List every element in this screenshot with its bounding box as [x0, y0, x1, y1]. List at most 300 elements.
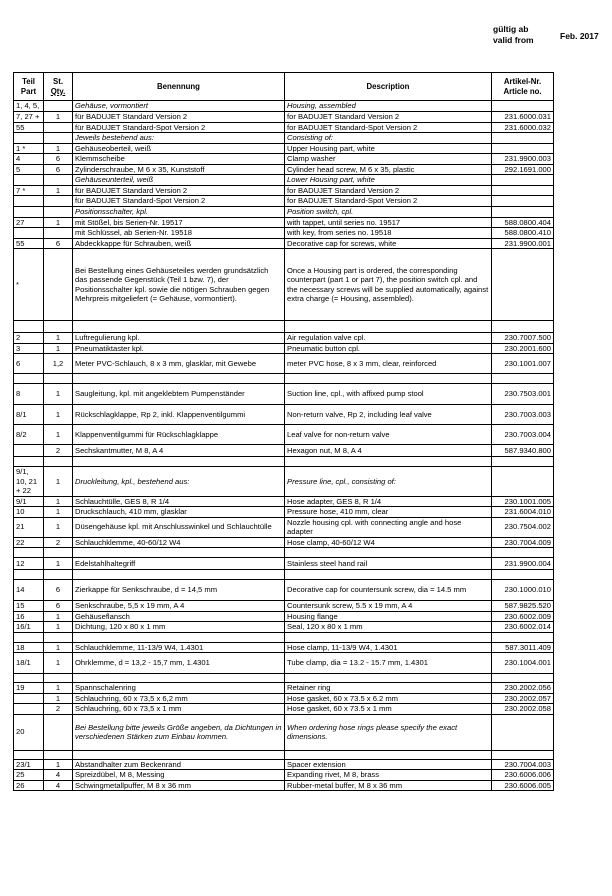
cell-qty: 1 — [44, 683, 73, 694]
cell-description: Decorative cap for screws, white — [285, 238, 492, 249]
cell-qty: 1 — [44, 759, 73, 770]
table-row — [14, 196, 554, 207]
cell-benennung: für BADUJET Standard Version 2 — [73, 185, 285, 196]
cell-article: 230.2001.600 — [492, 343, 554, 354]
cell-qty — [44, 207, 73, 218]
cell-description: Position switch, cpl. — [285, 207, 492, 218]
cell-part: 16 — [14, 611, 44, 622]
cell-part: 9/1, 10, 21 + 22 — [14, 467, 44, 497]
table-row — [14, 570, 554, 580]
cell-part — [14, 374, 44, 384]
cell-qty: 1 — [44, 496, 73, 507]
parts-table-wrapper — [13, 72, 553, 791]
cell-description: Nozzle housing cpl. with connecting angle and hose adapter — [285, 517, 492, 537]
cell-article: 230.7007.500 — [492, 333, 554, 344]
cell-article: 230.6006.005 — [492, 780, 554, 791]
cell-benennung: Klappenventilgummi für Rückschlagklappe — [73, 425, 285, 445]
cell-description: Non-return valve, Rp 2, including leaf valve — [285, 405, 492, 425]
cell-part: 25 — [14, 770, 44, 781]
cell-description — [285, 374, 492, 384]
cell-benennung: Bei Bestellung bitte jeweils Größe angeben, da Dichtungen in verschiedenen Stärken zum Einbau kommen. — [73, 714, 285, 750]
cell-description: Once a Housing part is ordered, the corresponding counterpart (part 1 or part 7), the position switch cpl. and the necessary screws will be supplied automatically, against extra charge (= Housing, assembled). — [285, 249, 492, 321]
cell-qty: 6 — [44, 238, 73, 249]
cell-benennung: Schwingmetallpuffer, M 8 x 36 mm — [73, 780, 285, 791]
table-row — [14, 750, 554, 759]
cell-part: 15 — [14, 601, 44, 612]
table-row — [14, 445, 554, 457]
cell-benennung — [73, 321, 285, 333]
header-part: Teil Part — [14, 73, 44, 101]
cell-article: 231.6004.010 — [492, 507, 554, 518]
cell-qty: 2 — [44, 704, 73, 715]
cell-article — [492, 196, 554, 207]
cell-article — [492, 207, 554, 218]
table-row — [14, 693, 554, 704]
cell-description — [285, 457, 492, 467]
cell-description: Consisting of: — [285, 133, 492, 144]
table-row — [14, 517, 554, 537]
cell-benennung: Edelstahlhaltegriff — [73, 558, 285, 570]
table-body — [14, 101, 554, 791]
cell-article: 588.0800.410 — [492, 228, 554, 239]
cell-qty — [44, 175, 73, 186]
cell-article — [492, 175, 554, 186]
cell-qty: 1 — [44, 517, 73, 537]
cell-benennung: Pneumatiktaster kpl. — [73, 343, 285, 354]
cell-description: Hose gasket, 60 x 73.5 x 6.2 mm — [285, 693, 492, 704]
cell-part: 2 — [14, 333, 44, 344]
cell-benennung — [73, 374, 285, 384]
cell-benennung: mit Schlüssel, ab Serien-Nr. 19518 — [73, 228, 285, 239]
cell-part — [14, 674, 44, 683]
cell-part — [14, 548, 44, 558]
table-row — [14, 759, 554, 770]
cell-part: 3 — [14, 343, 44, 354]
cell-benennung: Schlauchring, 60 x 73,5 x 6,2 mm — [73, 693, 285, 704]
cell-qty — [44, 249, 73, 321]
cell-article — [492, 714, 554, 750]
cell-description: Hose adapter, GES 8, R 1/4 — [285, 496, 492, 507]
table-row — [14, 217, 554, 228]
cell-article: 587.3011.409 — [492, 642, 554, 653]
cell-article: 292.1691.000 — [492, 164, 554, 175]
cell-description: with tappet, until series no. 19517 — [285, 217, 492, 228]
header-description: Description — [285, 73, 492, 101]
cell-article — [492, 750, 554, 759]
cell-part: 55 — [14, 238, 44, 249]
cell-description: Hose gasket, 60 x 73.5 x 1 mm — [285, 704, 492, 715]
cell-qty: 1 — [44, 653, 73, 674]
cell-benennung: für BADUJET Standard Version 2 — [73, 112, 285, 123]
cell-qty: 1 — [44, 143, 73, 154]
table-row — [14, 674, 554, 683]
cell-article — [492, 133, 554, 144]
cell-description — [285, 750, 492, 759]
cell-benennung: Druckleitung, kpl., bestehend aus: — [73, 467, 285, 497]
table-row — [14, 770, 554, 781]
cell-qty: 1 — [44, 642, 73, 653]
table-row — [14, 384, 554, 405]
cell-part — [14, 750, 44, 759]
cell-article: 230.7004.009 — [492, 537, 554, 548]
table-row — [14, 580, 554, 601]
table-row — [14, 333, 554, 344]
cell-qty: 6 — [44, 154, 73, 165]
cell-benennung: Düsengehäuse kpl. mit Anschlusswinkel und Schlauchtülle — [73, 517, 285, 537]
cell-article: 230.1001.007 — [492, 354, 554, 374]
table-row — [14, 249, 554, 321]
header-article: Artikel-Nr. Article no. — [492, 73, 554, 101]
cell-benennung: Gehäuse, vormontiert — [73, 101, 285, 112]
validity-label — [493, 24, 534, 46]
cell-article: 230.1001.005 — [492, 496, 554, 507]
table-row — [14, 354, 554, 374]
cell-benennung: Senkschraube, 5,5 x 19 mm, A 4 — [73, 601, 285, 612]
cell-article: 230.1004.001 — [492, 653, 554, 674]
table-row — [14, 122, 554, 133]
cell-part: * — [14, 249, 44, 321]
table-row — [14, 185, 554, 196]
cell-part: 8 — [14, 384, 44, 405]
table-row — [14, 537, 554, 548]
cell-benennung: Gehäuseunterteil, weiß — [73, 175, 285, 186]
table-row — [14, 622, 554, 633]
table-row — [14, 507, 554, 518]
cell-part: 4 — [14, 154, 44, 165]
table-row — [14, 548, 554, 558]
cell-description — [285, 548, 492, 558]
cell-part: 12 — [14, 558, 44, 570]
cell-qty: 1 — [44, 693, 73, 704]
cell-description — [285, 321, 492, 333]
cell-benennung: Schlauchklemme, 11-13/9 W4, 1.4301 — [73, 642, 285, 653]
cell-description: for BADUJET Standard-Spot Version 2 — [285, 196, 492, 207]
cell-article — [492, 101, 554, 112]
cell-part: 20 — [14, 714, 44, 750]
table-row — [14, 714, 554, 750]
cell-description: Lower Housing part, white — [285, 175, 492, 186]
cell-qty: 1 — [44, 611, 73, 622]
cell-qty — [44, 374, 73, 384]
cell-part: 18 — [14, 642, 44, 653]
cell-qty — [44, 570, 73, 580]
cell-description: Upper Housing part, white — [285, 143, 492, 154]
cell-article: 230.7003.004 — [492, 425, 554, 445]
table-row — [14, 653, 554, 674]
cell-article: 230.2002.056 — [492, 683, 554, 694]
cell-qty — [44, 750, 73, 759]
cell-description: Pressure line, cpl., consisting of: — [285, 467, 492, 497]
cell-article: 587.9340.800 — [492, 445, 554, 457]
cell-qty: 1 — [44, 343, 73, 354]
cell-benennung: Abstandhalter zum Beckenrand — [73, 759, 285, 770]
cell-description: Retainer ring — [285, 683, 492, 694]
table-row — [14, 321, 554, 333]
table-row — [14, 611, 554, 622]
cell-description: Spacer extension — [285, 759, 492, 770]
cell-qty: 1 — [44, 112, 73, 123]
cell-benennung: Druckschlauch, 410 mm, glasklar — [73, 507, 285, 518]
cell-description: Housing, assembled — [285, 101, 492, 112]
cell-article: 230.7504.002 — [492, 517, 554, 537]
cell-description: Pressure hose, 410 mm, clear — [285, 507, 492, 518]
cell-description: Seal, 120 x 80 x 1 mm — [285, 622, 492, 633]
cell-benennung: für BADUJET Standard-Spot Version 2 — [73, 122, 285, 133]
cell-part: 23/1 — [14, 759, 44, 770]
cell-article: 230.6006.006 — [492, 770, 554, 781]
cell-description: Stainless steel hand rail — [285, 558, 492, 570]
cell-description: Decorative cap for countersunk screw, dia = 14.5 mm — [285, 580, 492, 601]
cell-article: 230.7004.003 — [492, 759, 554, 770]
cell-benennung — [73, 674, 285, 683]
cell-part — [14, 196, 44, 207]
cell-benennung: mit Stößel, bis Serien-Nr. 19517 — [73, 217, 285, 228]
cell-article: 231.6000.031 — [492, 112, 554, 123]
cell-description: Countersunk screw, 5.5 x 19 mm, A 4 — [285, 601, 492, 612]
cell-part — [14, 133, 44, 144]
cell-article: 231.9900.004 — [492, 558, 554, 570]
table-row — [14, 101, 554, 112]
cell-benennung: Jeweils bestehend aus: — [73, 133, 285, 144]
table-row — [14, 238, 554, 249]
cell-article: 587.9825.520 — [492, 601, 554, 612]
valid-from-de: gültig ab — [493, 24, 529, 34]
cell-qty: 1 — [44, 185, 73, 196]
cell-part — [14, 175, 44, 186]
table-row — [14, 425, 554, 445]
cell-part: 18/1 — [14, 653, 44, 674]
cell-part: 26 — [14, 780, 44, 791]
cell-benennung: Sechskantmutter, M 8, A 4 — [73, 445, 285, 457]
cell-description: Suction line, cpl., with affixed pump stool — [285, 384, 492, 405]
cell-description: Rubber-metal buffer, M 8 x 36 mm — [285, 780, 492, 791]
cell-description: Hose clamp, 40-60/12 W4 — [285, 537, 492, 548]
table-row — [14, 133, 554, 144]
cell-article: 230.2002.057 — [492, 693, 554, 704]
table-row — [14, 683, 554, 694]
cell-benennung: Bei Bestellung eines Gehäuseteiles werden grundsätzlich das passende Gegenstück (Teil 1 bzw. 7), der Positionsschalter kpl. sowie die nötigen Schrauben gegen Mehrpreis mitgeliefert (= Gehäuse, vormontiert). — [73, 249, 285, 321]
cell-qty: 4 — [44, 780, 73, 791]
cell-qty: 1 — [44, 405, 73, 425]
cell-benennung: Dichtung, 120 x 80 x 1 mm — [73, 622, 285, 633]
validity-date: Feb. 2017 — [560, 31, 599, 41]
cell-benennung: Ohrklemme, d = 13,2 - 15,7 mm, 1.4301 — [73, 653, 285, 674]
cell-benennung: Gehäuseflansch — [73, 611, 285, 622]
cell-benennung — [73, 570, 285, 580]
cell-part: 14 — [14, 580, 44, 601]
cell-qty: 1,2 — [44, 354, 73, 374]
cell-part: 8/2 — [14, 425, 44, 445]
cell-qty: 1 — [44, 622, 73, 633]
cell-benennung: Gehäuseoberteil, weiß — [73, 143, 285, 154]
table-row — [14, 164, 554, 175]
cell-qty: 1 — [44, 333, 73, 344]
parts-table — [13, 72, 554, 791]
cell-article: 231.9900.001 — [492, 238, 554, 249]
table-row — [14, 601, 554, 612]
cell-article — [492, 632, 554, 642]
cell-benennung — [73, 548, 285, 558]
cell-qty — [44, 133, 73, 144]
cell-benennung: Schlauchtülle, GES 8, R 1/4 — [73, 496, 285, 507]
cell-qty: 6 — [44, 580, 73, 601]
cell-description: When ordering hose rings please specify the exact dimensions. — [285, 714, 492, 750]
cell-benennung: für BADUJET Standard-Spot Version 2 — [73, 196, 285, 207]
cell-description: for BADUJET Standard Version 2 — [285, 112, 492, 123]
cell-part — [14, 693, 44, 704]
cell-benennung: Abdeckkappe für Schrauben, weiß — [73, 238, 285, 249]
cell-qty: 1 — [44, 217, 73, 228]
cell-article — [492, 548, 554, 558]
cell-part: 8/1 — [14, 405, 44, 425]
cell-benennung: Zierkappe für Senkschraube, d = 14,5 mm — [73, 580, 285, 601]
cell-benennung: Schlauchklemme, 40-60/12 W4 — [73, 537, 285, 548]
cell-part — [14, 445, 44, 457]
cell-benennung: Meter PVC-Schlauch, 8 x 3 mm, glasklar, mit Gewebe — [73, 354, 285, 374]
cell-article: 231.6000.032 — [492, 122, 554, 133]
cell-benennung: Spreizdübel, M 8, Messing — [73, 770, 285, 781]
cell-qty — [44, 674, 73, 683]
cell-qty — [44, 548, 73, 558]
header-benennung: Benennung — [73, 73, 285, 101]
cell-description: Hose clamp, 11-13/9 W4, 1.4301 — [285, 642, 492, 653]
cell-qty: 2 — [44, 445, 73, 457]
cell-article: 230.7503.001 — [492, 384, 554, 405]
cell-part: 19 — [14, 683, 44, 694]
cell-qty — [44, 196, 73, 207]
cell-article — [492, 467, 554, 497]
cell-part: 5 — [14, 164, 44, 175]
table-row — [14, 405, 554, 425]
cell-article: 230.6002.014 — [492, 622, 554, 633]
table-row — [14, 642, 554, 653]
table-row — [14, 457, 554, 467]
cell-qty — [44, 122, 73, 133]
table-row — [14, 154, 554, 165]
cell-part — [14, 457, 44, 467]
table-header-row — [14, 73, 554, 101]
cell-article: 588.0800.404 — [492, 217, 554, 228]
cell-qty: 6 — [44, 164, 73, 175]
cell-part: 27 — [14, 217, 44, 228]
cell-qty: 4 — [44, 770, 73, 781]
cell-description: Housing flange — [285, 611, 492, 622]
cell-benennung: Spannschalenring — [73, 683, 285, 694]
cell-qty: 2 — [44, 537, 73, 548]
cell-qty — [44, 101, 73, 112]
table-row — [14, 467, 554, 497]
cell-part: 9/1 — [14, 496, 44, 507]
cell-description: with key, from series no. 19518 — [285, 228, 492, 239]
cell-article: 230.6002.009 — [492, 611, 554, 622]
cell-article: 230.7003.003 — [492, 405, 554, 425]
cell-benennung — [73, 457, 285, 467]
cell-part — [14, 632, 44, 642]
cell-description: Leaf valve for non-return valve — [285, 425, 492, 445]
valid-from-en: valid from — [493, 35, 534, 45]
cell-article — [492, 321, 554, 333]
cell-description: for BADUJET Standard-Spot Version 2 — [285, 122, 492, 133]
cell-qty: 1 — [44, 384, 73, 405]
cell-qty — [44, 457, 73, 467]
cell-description: meter PVC hose, 8 x 3 mm, clear, reinforced — [285, 354, 492, 374]
table-row — [14, 207, 554, 218]
cell-article: 230.2002.058 — [492, 704, 554, 715]
table-row — [14, 143, 554, 154]
cell-article — [492, 674, 554, 683]
cell-benennung: Rückschlagklappe, Rp 2, inkl. Klappenventilgummi — [73, 405, 285, 425]
cell-part: 22 — [14, 537, 44, 548]
cell-qty — [44, 228, 73, 239]
cell-part — [14, 321, 44, 333]
cell-part — [14, 570, 44, 580]
cell-benennung: Saugleitung, kpl. mit angeklebtem Pumpenständer — [73, 384, 285, 405]
cell-part: 1, 4, 5, — [14, 101, 44, 112]
cell-description: Clamp washer — [285, 154, 492, 165]
cell-part: 21 — [14, 517, 44, 537]
cell-article: 230.1000.010 — [492, 580, 554, 601]
table-row — [14, 780, 554, 791]
cell-part — [14, 207, 44, 218]
cell-part — [14, 704, 44, 715]
table-row — [14, 175, 554, 186]
cell-description: Cylinder head screw, M 6 x 35, plastic — [285, 164, 492, 175]
cell-benennung — [73, 632, 285, 642]
cell-article — [492, 457, 554, 467]
cell-article: 231.9900.003 — [492, 154, 554, 165]
cell-article — [492, 185, 554, 196]
cell-article — [492, 570, 554, 580]
cell-qty: 1 — [44, 558, 73, 570]
cell-description: Hexagon nut, M 8, A 4 — [285, 445, 492, 457]
cell-qty: 1 — [44, 467, 73, 497]
table-row — [14, 343, 554, 354]
cell-benennung — [73, 750, 285, 759]
cell-part: 16/1 — [14, 622, 44, 633]
table-row — [14, 558, 554, 570]
cell-article — [492, 249, 554, 321]
cell-part: 6 — [14, 354, 44, 374]
cell-part: 7 * — [14, 185, 44, 196]
table-row — [14, 374, 554, 384]
cell-article — [492, 374, 554, 384]
cell-benennung: Zylinderschraube, M 6 x 35, Kunststoff — [73, 164, 285, 175]
cell-part: 10 — [14, 507, 44, 518]
cell-description: Expanding rivet, M 8, brass — [285, 770, 492, 781]
cell-description: Pneumatic button cpl. — [285, 343, 492, 354]
cell-qty — [44, 714, 73, 750]
cell-description: Tube clamp, dia = 13.2 - 15.7 mm, 1.4301 — [285, 653, 492, 674]
cell-description — [285, 674, 492, 683]
cell-part: 7, 27 + — [14, 112, 44, 123]
cell-qty — [44, 321, 73, 333]
cell-qty: 6 — [44, 601, 73, 612]
cell-benennung: Schlauchring, 60 x 73,5 x 1 mm — [73, 704, 285, 715]
cell-benennung: Klemmscheibe — [73, 154, 285, 165]
cell-part: 1 * — [14, 143, 44, 154]
table-row — [14, 496, 554, 507]
cell-description: for BADUJET Standard Version 2 — [285, 185, 492, 196]
cell-description — [285, 570, 492, 580]
table-row — [14, 632, 554, 642]
cell-benennung: Positionsschalter, kpl. — [73, 207, 285, 218]
table-row — [14, 228, 554, 239]
cell-qty: 1 — [44, 425, 73, 445]
cell-description: Air regulation valve cpl. — [285, 333, 492, 344]
cell-part — [14, 228, 44, 239]
table-row — [14, 112, 554, 123]
table-row — [14, 704, 554, 715]
